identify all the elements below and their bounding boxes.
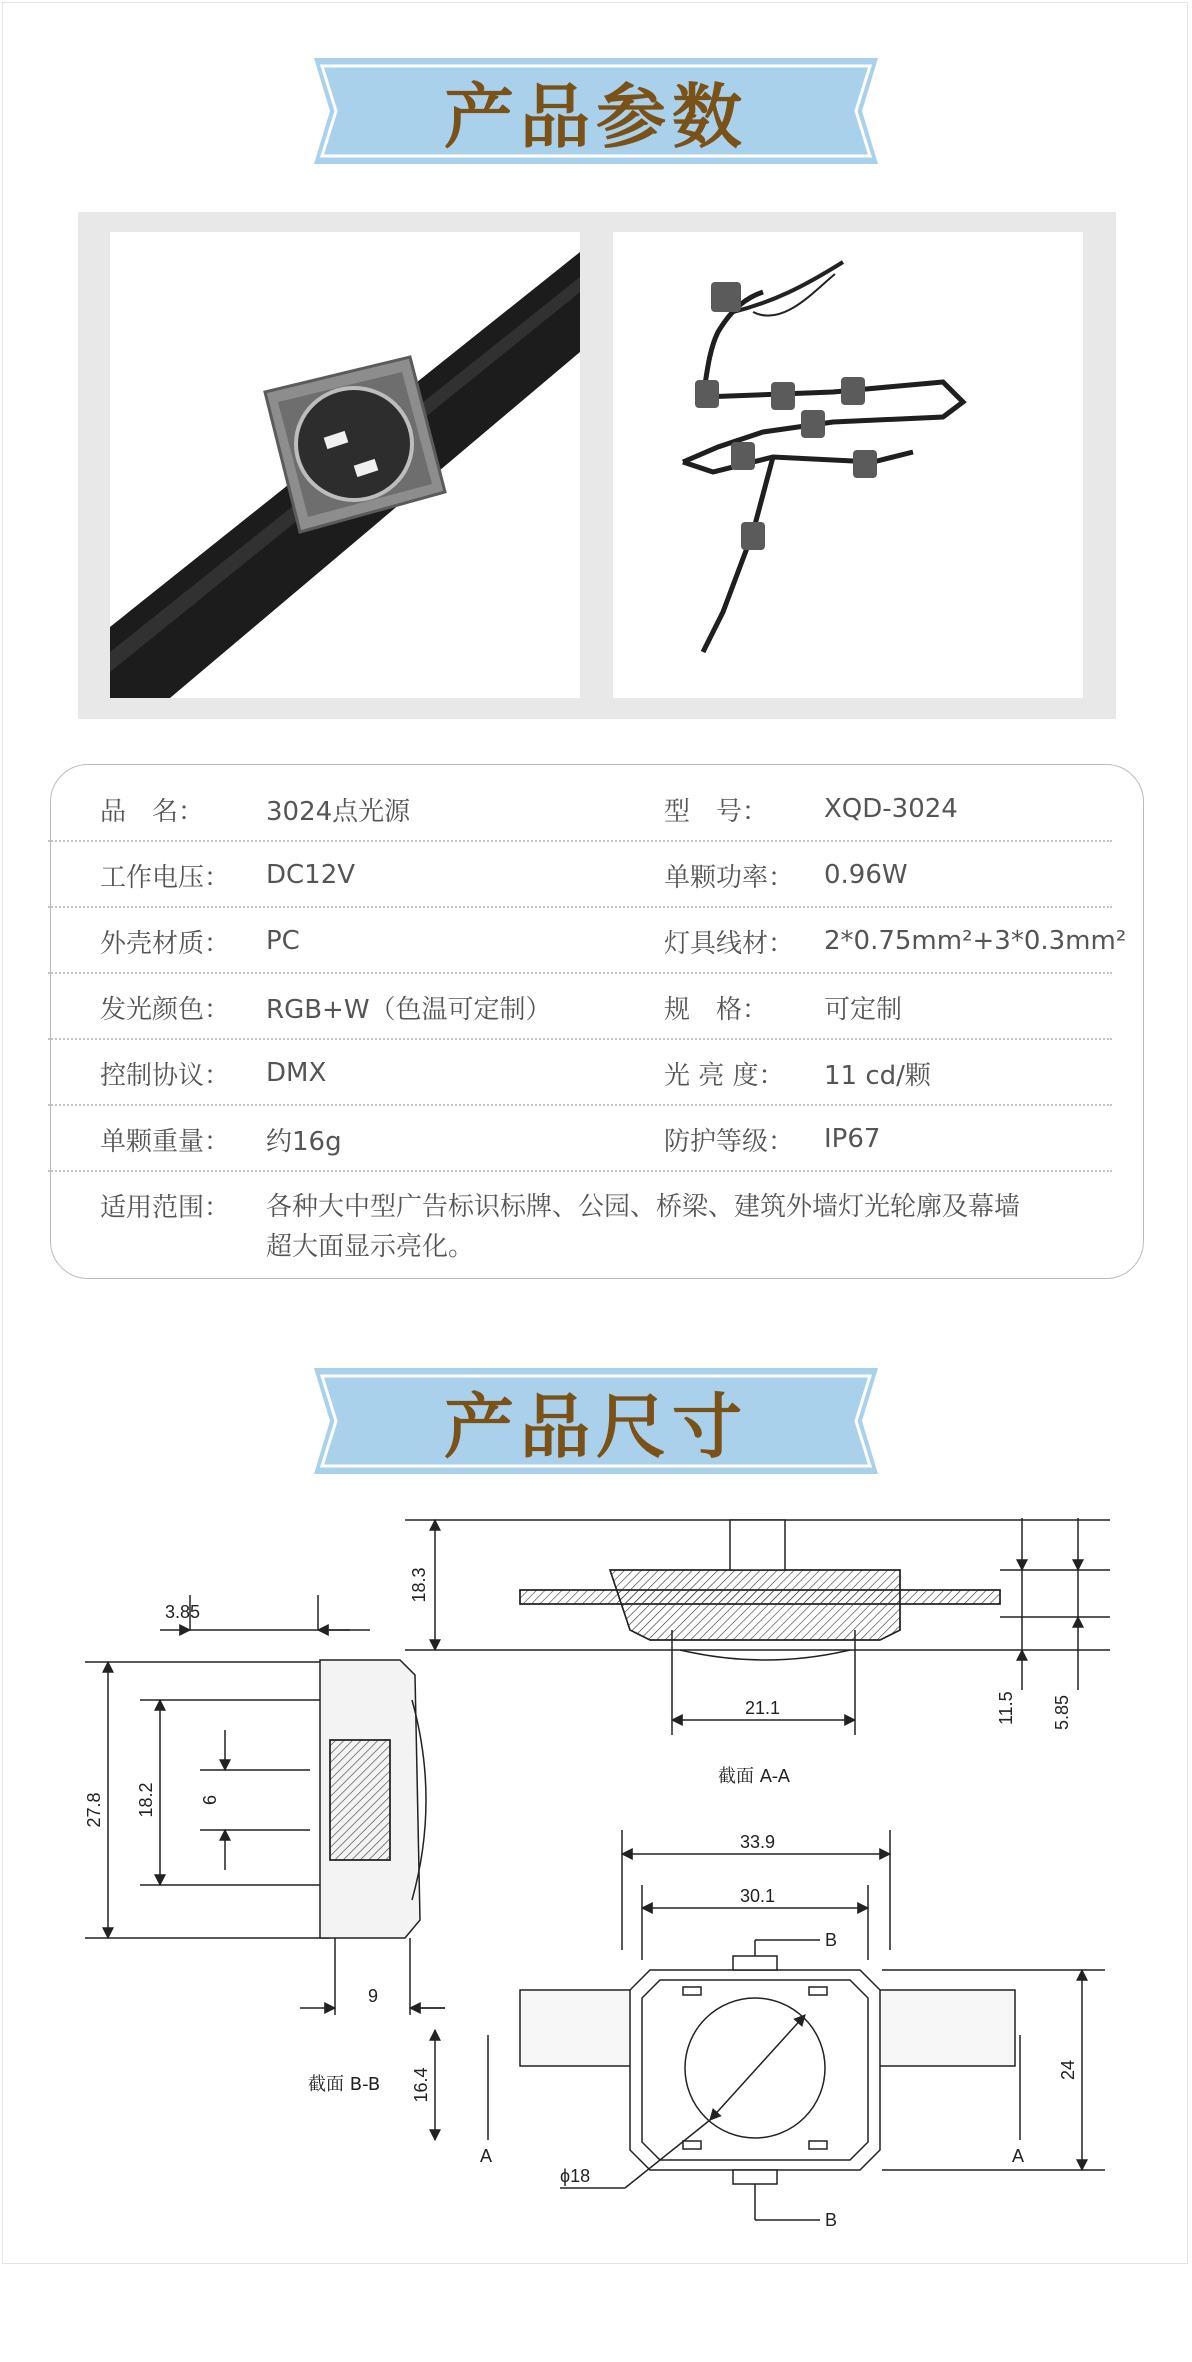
spec-value: 11 cd/颗: [824, 1060, 931, 1091]
spec-label: 外壳材质：: [100, 928, 231, 959]
section-banner-dimensions: [314, 1362, 878, 1480]
dim-height-text: 18.3: [409, 1567, 429, 1603]
dim-offset-text: 3.85: [165, 1602, 201, 1622]
spec-value: PC: [266, 926, 300, 956]
spec-label: 工作电压：: [100, 862, 231, 893]
spec-value: RGB+W（色温可定制）: [266, 994, 552, 1025]
spec-row: [48, 842, 1112, 908]
dimension-drawing: [0, 1490, 1192, 2250]
spec-label: 单颗功率：: [664, 862, 795, 893]
spec-value: 可定制: [824, 994, 903, 1025]
spec-label: 光 亮 度：: [664, 1060, 785, 1091]
spec-row: [48, 1106, 1112, 1172]
spec-value: IP67: [824, 1124, 881, 1154]
dim-height-text: 18.2: [136, 1782, 156, 1818]
dim-height-text: 16.4: [411, 2067, 431, 2103]
section-bb-caption: 截面 B-B: [308, 2074, 381, 2095]
spec-label: 灯具线材：: [664, 928, 795, 959]
product-photo-panel: [78, 212, 1116, 719]
spec-value: DC12V: [266, 860, 356, 890]
spec-value: 0.96W: [824, 860, 908, 890]
spec-label: 防护等级：: [664, 1126, 795, 1157]
dim-width-text: 33.9: [740, 1832, 776, 1852]
dim-width-text: 21.1: [745, 1698, 781, 1718]
product-closeup-photo: [110, 232, 580, 698]
spec-usage-row: [48, 1175, 1112, 1265]
usage-text: 各种大中型广告标识标牌、公园、桥梁、建筑外墙灯光轮廓及幕墙超大面显示亮化。: [266, 1192, 1021, 1262]
product-string-photo: [613, 232, 1083, 698]
section-title: 产品参数: [444, 74, 748, 158]
dim-depth-text: 11.5: [996, 1691, 1016, 1725]
section-title: 产品尺寸: [444, 1384, 748, 1468]
spec-label: 规 格：: [664, 994, 769, 1025]
spec-label: 品 名：: [100, 796, 205, 827]
section-mark-a-right: A: [1012, 2146, 1025, 2166]
dim-height-text: 24: [1058, 2059, 1078, 2081]
spec-label: 单颗重量：: [100, 1126, 231, 1157]
spec-value: XQD-3024: [824, 794, 958, 824]
spec-label: 发光颜色：: [100, 994, 231, 1025]
spec-value: DMX: [266, 1058, 327, 1088]
dim-width-text: 9: [368, 1986, 379, 2006]
dim-height-text: 6: [200, 1794, 220, 1806]
section-mark-a-left: A: [480, 2146, 493, 2166]
dim-height-text: 27.8: [84, 1792, 104, 1828]
spec-value: 3024点光源: [266, 796, 411, 827]
spec-value: 约16g: [266, 1126, 342, 1157]
spec-label: 型 号：: [664, 796, 769, 827]
section-aa-caption: 截面 A-A: [718, 1766, 791, 1787]
usage-label: 适用范围：: [100, 1193, 231, 1223]
section-mark-b-bottom: B: [825, 2210, 838, 2230]
spec-row: [48, 776, 1112, 842]
spec-value: 2*0.75mm²+3*0.3mm²: [824, 926, 1127, 956]
spec-row: [48, 1040, 1112, 1106]
dim-depth-text: 5.85: [1052, 1694, 1072, 1730]
spec-row: [48, 908, 1127, 974]
section-mark-b-top: B: [825, 1930, 838, 1950]
dim-diameter-text: ϕ18: [560, 2166, 591, 2186]
dim-width-text: 30.1: [740, 1886, 776, 1906]
section-banner-params: [314, 52, 878, 170]
spec-row: [48, 974, 1112, 1040]
spec-label: 控制协议：: [100, 1060, 231, 1091]
